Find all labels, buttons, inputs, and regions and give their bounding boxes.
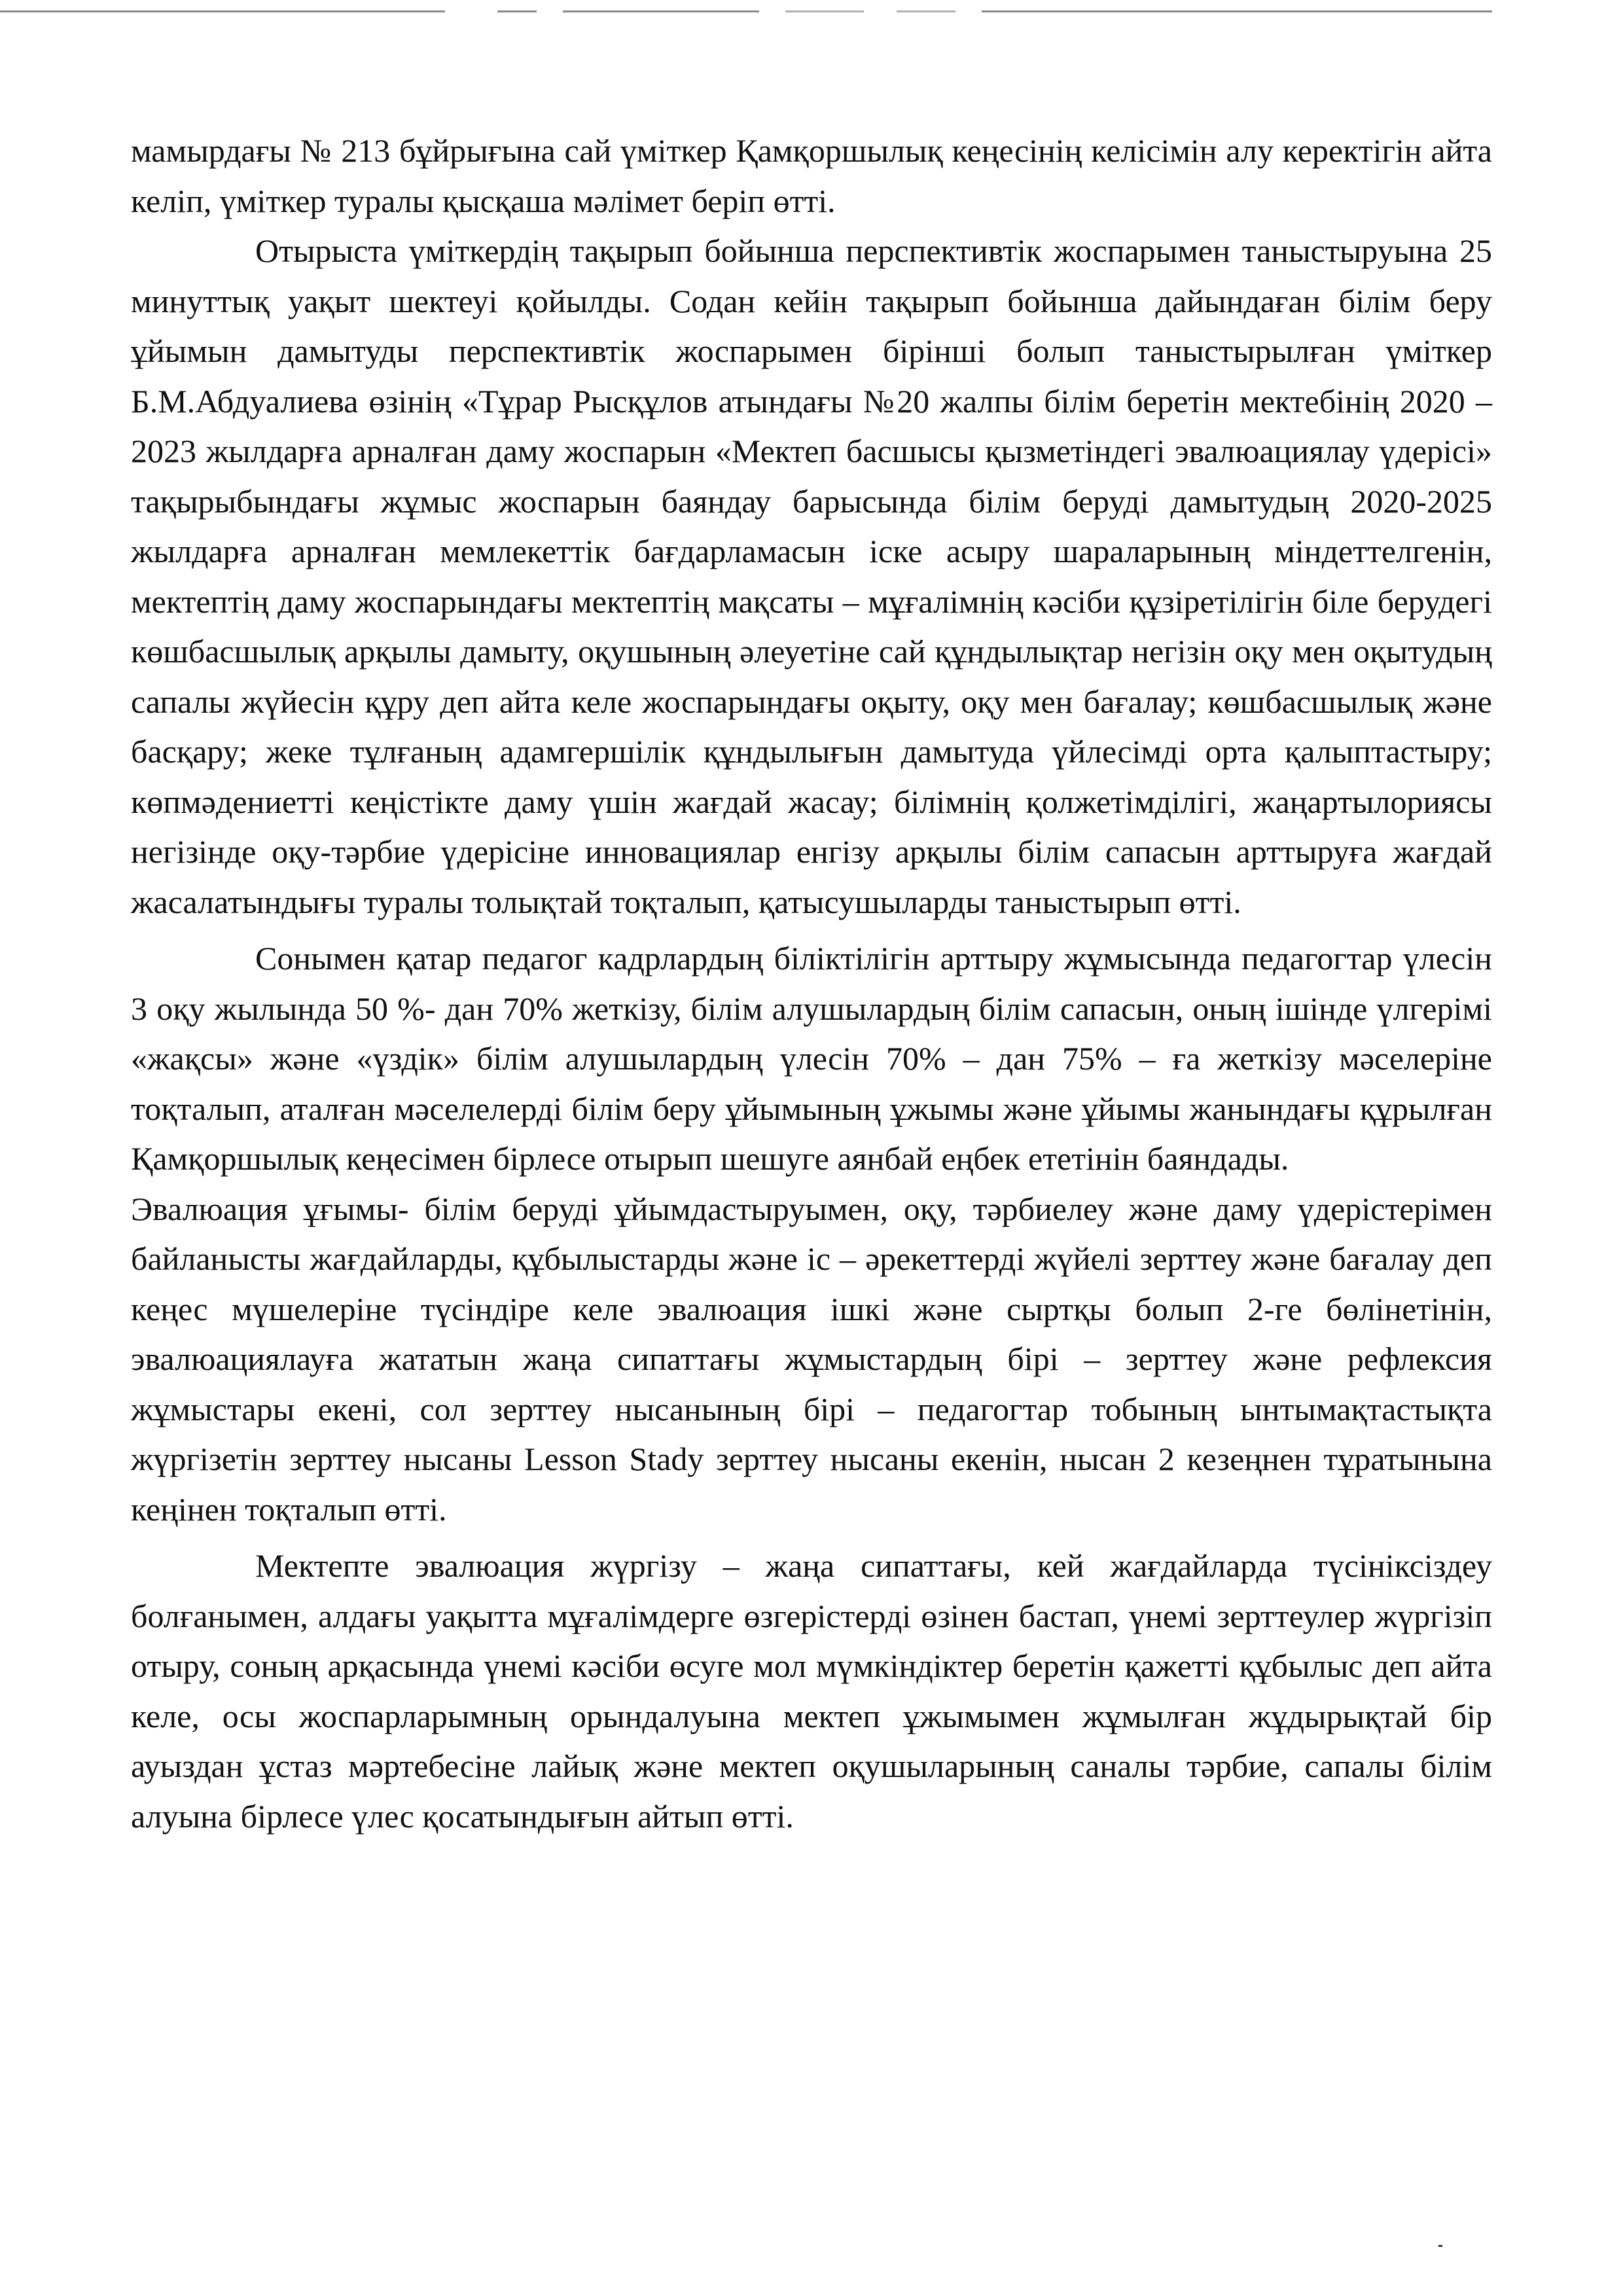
scan-edge-line (497, 10, 537, 12)
document-page (131, 126, 1492, 1841)
scan-mark (1438, 2245, 1442, 2247)
paragraph-continuation: мамырдағы № 213 бұйрығына сай үміткер Қамқоршылық кеңесінің келісімін алу керектігін айта келіп, үміткер туралы қысқаша мәлімет беріп өтті. (131, 132, 1492, 219)
paragraph-evaluation-definition: Эвалюация ұғымы- білім беруді ұйымдастыруымен, оқу, тәрбиелеу және даму үдерістерімен байланысты жағдайларды, құбылыстарды және іс – әрекеттерді жүйелі зерттеу және бағалау деп кеңес мүшелеріне түсіндіре келе эвалюация ішкі және сыртқы болып 2-ге бөлінетінін, эвалюациялауға жататын жаңа сипаттағы жұмыстардың бірі – зерттеу және рефлексия жұмыстары екені, сол зерттеу нысанының бірі – педагогтар тобының ынтымақтастықта жүргізетін зерттеу нысаны Lesson Stady зерттеу нысаны екенін, нысан 2 кезеңнен тұратынына кеңінен тоқталып өтті. (131, 1190, 1492, 1528)
paragraph-qualification: Сонымен қатар педагог кадрлардың біліктілігін арттыру жұмысында педагогтар үлесін 3 оқу жылында 50 %- дан 70% жеткізу, білім алушылардың білім сапасын, оның ішінде үлгерімі «жақсы» және «үздік» білім алушылардың үлесін 70% – дан 75% – ға жеткізу мәселеріне тоқталып, аталған мәселелерді білім беру ұйымының ұжымы және ұйымы жанындағы құрылған Қамқоршылық кеңесімен бірлесе отырып шешуге аянбай еңбек ететінін баяндады. (131, 940, 1492, 1177)
paragraph-conclusion: Мектепте эвалюация жүргізу – жаңа сипаттағы, кей жағдайларда түсініксіздеу болғанымен, алдағы уақытта мұғалімдерге өзгерістерді өзінен бастап, үнемі зерттеулер жүргізіп отыру, соның арқасында үнемі кәсіби өсуге мол мүмкіндіктер беретін қажетті құбылыс деп айта келе, осы жоспарларымның орындалуына мектеп ұжымымен жұмылған жұдырықтай бір ауыздан ұстаз мәртебесіне лайық және мектеп оқушыларының саналы тәрбие, сапалы білім алуына бірлесе үлес қосатындығын айтып өтті. (131, 1547, 1492, 1835)
scan-edge-line (785, 10, 864, 12)
scan-edge-line (0, 10, 445, 12)
scan-edge-line (982, 10, 1492, 12)
scan-edge-line (563, 10, 759, 12)
scan-edge-line (897, 10, 955, 12)
paragraph-presentation: Отырыста үміткердің тақырып бойынша перспективтік жоспарымен таныстыруына 25 минуттық уақыт шектеуі қойылды. Содан кейін тақырып бойынша дайындаған білім беру ұйымын дамытуды перспективтік жоспарымен бірінші болып таныстырылған үміткер Б.М.Абдуалиева өзінің «Тұрар Рысқұлов атындағы №20 жалпы білім беретін мектебінің 2020 – 2023 жылдарға арналған даму жоспарын «Мектеп басшысы қызметіндегі эвалюациялау үдерісі» тақырыбындағы жұмыс жоспарын баяндау барысында білім беруді дамытудың 2020-2025 жылдарға арналған мемлекеттік бағдарламасын іске асыру шараларының міндеттелгенін, мектептің даму жоспарындағы мектептің мақсаты – мұғалімнің кәсіби құзіретілігін біле берудегі көшбасшылық арқылы дамыту, оқушының әлеуетіне сай құндылықтар негізін оқу мен оқытудың сапалы жүйесін құру деп айта келе жоспарындағы оқыту, оқу мен бағалау; көшбасшылық және басқару; жеке тұлғаның адамгершілік құндылығын дамытуда үйлесімді орта қалыптастыру; көпмәдениетті кеңістікте даму үшін жағдай жасау; білімнің қолжетімділігі, жаңартылориясы негізінде оқу-тәрбие үдерісіне инновациялар енгізу арқылы білім сапасын арттыруға жағдай жасалатындығы туралы толықтай тоқталып, қатысушыларды таныстырып өтті. (131, 232, 1492, 920)
